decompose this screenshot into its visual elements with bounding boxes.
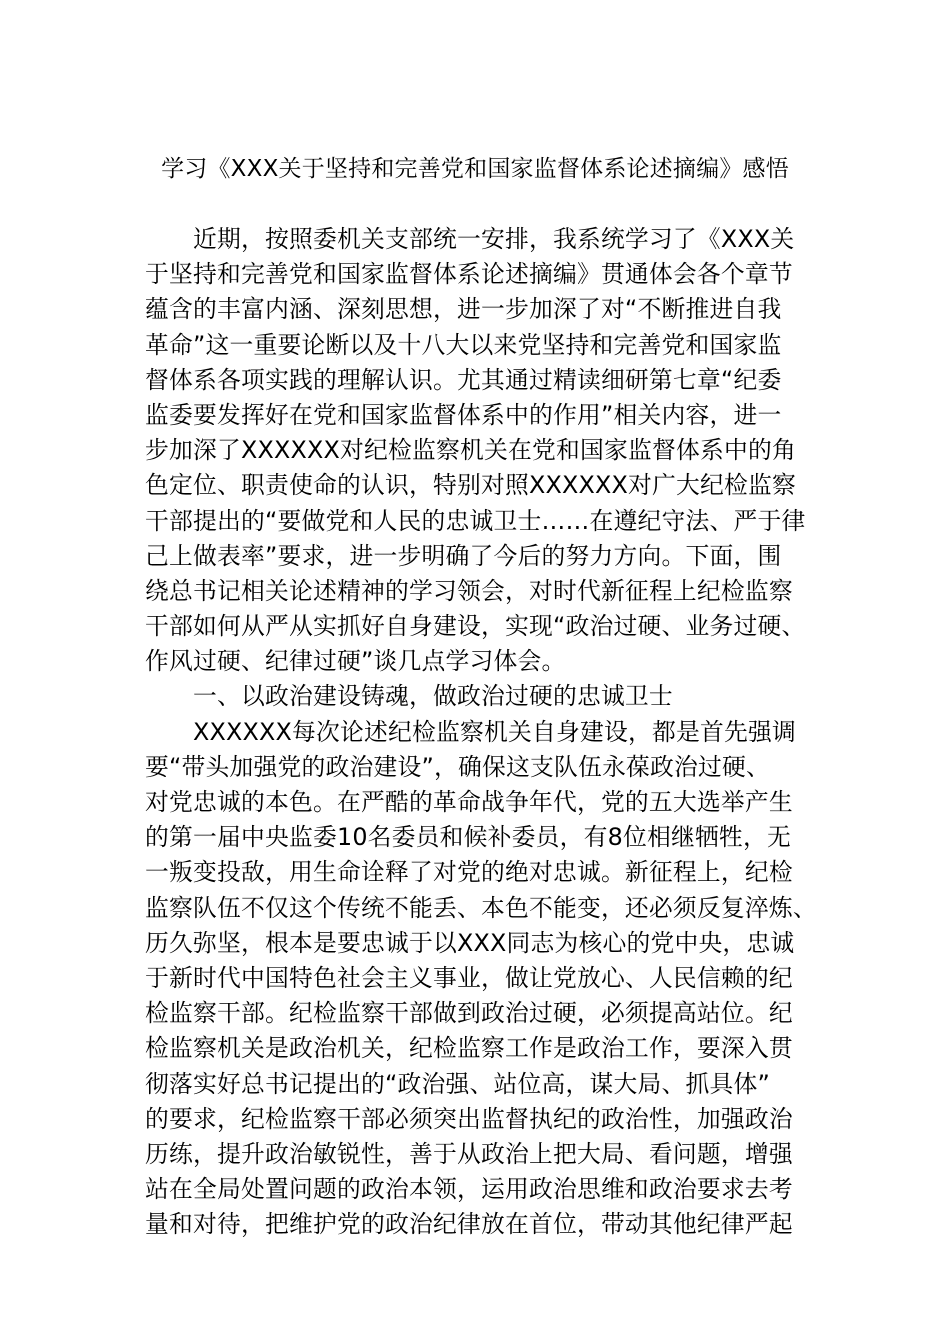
body-line: 监委要发挥好在党和国家监督体系中的作用”相关内容，进一: [145, 400, 782, 429]
body-line: 己上做表率”要求，进一步明确了今后的努力方向。下面，围: [145, 541, 782, 570]
body-line: 对党忠诚的本色。在严酷的革命战争年代，党的五大选举产生: [145, 788, 793, 816]
body-line: 检监察机关是政治机关，纪检监察工作是政治工作，要深入贯: [145, 1034, 793, 1063]
body-line: 检监察干部。纪检监察干部做到政治过硬，必须提高站位。纪: [145, 999, 793, 1028]
body-line: 历久弥坚，根本是要忠诚于以XXX同志为核心的党中央，忠诚: [145, 928, 795, 957]
body-line: 站在全局处置问题的政治本领，运用政治思维和政治要求去考: [145, 1175, 793, 1204]
body-line: 的要求，纪检监察干部必须突出监督执纪的政治性，加强政治: [145, 1104, 793, 1133]
body-line: 的第一届中央监委10名委员和候补委员，有8位相继牺牲，无: [145, 823, 791, 852]
document-title: 学习《XXX关于坚持和完善党和国家监督体系论述摘编》感悟: [161, 156, 789, 182]
body-line: 督体系各项实践的理解认识。尤其通过精读细研第七章“纪委: [145, 365, 782, 394]
body-line: 干部提出的“要做党和人民的忠诚卫士……在遵纪守法、严于律: [145, 506, 806, 535]
body-line: 近期，按照委机关支部统一安排，我系统学习了《XXX关: [145, 225, 795, 253]
body-line: 于坚持和完善党和国家监督体系论述摘编》贯通体会各个章节: [145, 260, 793, 289]
body-line: 历练，提升政治敏锐性，善于从政治上把大局、看问题，增强: [145, 1139, 793, 1168]
body-line: 监察队伍不仅这个传统不能丢、本色不能变，还必须反复淬炼、: [145, 893, 817, 922]
body-line: 干部如何从严从实抓好自身建设，实现“政治过硬、业务过硬、: [145, 612, 806, 641]
body-line: 革命”这一重要论断以及十八大以来党坚持和完善党和国家监: [145, 330, 782, 359]
section-heading: 一、以政治建设铸魂，做政治过硬的忠诚卫士: [145, 682, 673, 711]
body-line: 要“带头加强党的政治建设”，确保这支队伍永葆政治过硬、: [145, 752, 770, 781]
body-line: 彻落实好总书记提出的“政治强、站位高，谋大局、抓具体”: [145, 1069, 770, 1098]
body-line: XXXXXX每次论述纪检监察机关自身建设，都是首先强调: [145, 717, 796, 746]
body-line: 步加深了XXXXXX对纪检监察机关在党和国家监督体系中的角: [145, 436, 796, 465]
body-line: 蕴含的丰富内涵、深刻思想，进一步加深了对“不断推进自我: [145, 295, 782, 324]
body-line: 量和对待，把维护党的政治纪律放在首位，带动其他纪律严起: [145, 1210, 793, 1239]
document-body: [145, 222, 817, 1242]
body-line: 一叛变投敌，用生命诠释了对党的绝对忠诚。新征程上，纪检: [145, 858, 793, 887]
body-line: 色定位、职责使命的认识，特别对照XXXXXX对广大纪检监察: [145, 471, 796, 500]
body-line: 于新时代中国特色社会主义事业，做让党放心、人民信赖的纪: [145, 963, 793, 992]
body-line: 作风过硬、纪律过硬”谈几点学习体会。: [145, 647, 566, 676]
body-line: 绕总书记相关论述精神的学习领会，对时代新征程上纪检监察: [145, 576, 793, 605]
